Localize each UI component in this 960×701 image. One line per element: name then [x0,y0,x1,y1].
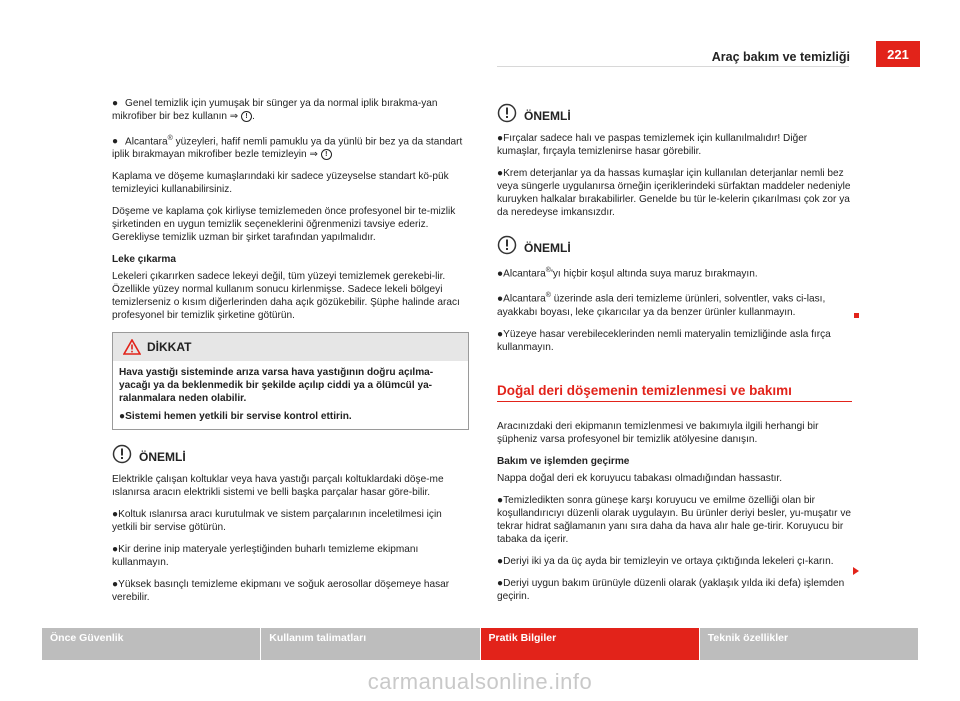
list-item: ●Kir derine inip materyale yerleştiğinden buharlı temizleme ekipmanı kullanmayın. [112,544,419,569]
section-end-marker [854,313,859,318]
exclamation-circle-icon [497,103,517,127]
exclamation-circle-icon [112,444,132,468]
page-number: 221 [876,41,920,67]
notice-title: ÖNEMLİ [139,450,186,465]
list-item: ●Sistemi hemen yetkili bir servise kontrol ettirin. [119,411,352,423]
warning-text: Hava yastığı sisteminde arıza varsa hava yastığının doğru açılma-yacağı ya da beklenmedik bir şekilde açılıp ciddi ya a ölümcül ya-ralanmalara neden olabilir. [119,367,434,405]
paragraph: Kaplama ve döşeme kumaşlarındaki kir sadece yüzeyselse standart kö-pük temizleyici kullanabilirsiniz. [112,171,449,196]
warning-triangle-icon [123,339,141,359]
warning-box [112,332,469,430]
notice-ref-icon: ! [321,149,332,160]
list-item: ●Deriyi uygun bakım ürünüyle düzenli olarak (yaklaşık yılda iki defa) işlemden geçirin. [497,577,845,602]
paragraph: Elektrikle çalışan koltuklar veya hava yastığı parçalı koltuklardaki döşe-me ıslanırsa aracın elektrikli sistemi ve belli başka parçalar hasar göre-bilir. [112,474,444,499]
left-column [112,97,469,613]
notice-title: ÖNEMLİ [524,241,571,255]
continue-arrow-icon [853,567,859,575]
list-item: ●Yüksek basınçlı temizleme ekipmanı ve soğuk aerosollar döşemeye hasar verebilir. [112,579,450,604]
subheading: Bakım ve işlemden geçirme [497,455,630,467]
tab-once-guvenlik[interactable]: Önce Güvenlik [42,628,261,660]
paragraph: Aracınızdaki deri ekipmanın temizlenmesi ve bakımıyla ilgili herhangi bir şüpheniz varsa profesyonel bir temizlik atölyesine danışın. [497,420,819,445]
tab-teknik-ozellikler[interactable]: Teknik özellikler [700,628,918,660]
list-item: ●Krem deterjanlar ya da hassas kumaşlar için kullanılan deterjanlar nemli bez veya süngerle uygulanırsa örneğin içeriklerindeki sürfaktan maddeler nedeniyle kuruyken halkalar bırakabilirler. Genelde bu tür le-kelerin çıkarılması çok zor ya da neredeyse imkansızdır. [497,168,851,218]
section-title: Doğal deri döşemenin temizlenmesi ve bakımı [497,384,852,402]
list-item: ●Yüzeye hasar verebileceklerinden nemli materyalin temizliğinde asla fırça kullanmayın. [497,328,831,353]
notice-title: ÖNEMLİ [524,109,571,123]
notice-header [497,103,852,129]
notice-header [112,444,469,470]
list-item: ●Temizledikten sonra güneşe karşı koruyucu ve emilme özelliği olan bir koşullandırıcıyı düzenli olarak uygulayın. Bu ürünler deriyi besler, yu-muşatır ve tekrar hidrat sağlamanın yanı sıra daha da hava alır hale ge-tirir. Koruyucu bir tabaka da içerir. [497,494,852,545]
footer-nav [42,628,918,660]
header-divider [497,66,849,67]
page-header-title: Araç bakım ve temizliği [711,50,850,64]
warning-header [113,333,468,361]
tab-kullanim-talimatlari[interactable]: Kullanım talimatları [261,628,480,660]
list-item: ●Deriyi iki ya da üç ayda bir temizleyin ve ortaya çıktığında lekeleri çı-karın. [497,555,834,567]
list-item: ● Genel temizlik için yumuşak bir sünger ya da normal iplik bırakma-yan mikrofiber bir bez kullanın ⇒ ! . [112,98,438,122]
right-column [497,103,852,612]
warning-body [113,361,468,429]
list-item: ●Fırçalar sadece halı ve paspas temizlemek için kullanılmalıdır! Diğer kumaşlar, fırçayla temizlenirse hasar görebilir. [497,133,808,157]
list-item: ●Koltuk ıslanırsa aracı kurutulmak ve sistem parçalarının inceletilmesi için yetkili bir servise götürün. [112,509,442,534]
paragraph: Nappa doğal deri ek koruyucu tabakası olmadığından hassastır. [497,472,783,484]
list-item: ●Alcantara® üzerinde asla deri temizleme ürünleri, solventler, vaks ci-lası, ayakkabı boyası, leke çıkarıcılar ya da benzer ürünler kullanmayın. [497,292,826,318]
subheading: Leke çıkarma [112,254,176,266]
notice-header [497,235,852,261]
list-item: ●Alcantara®'yı hiçbir koşul altında suya maruz bırakmayın. [497,267,758,280]
exclamation-circle-icon [497,235,517,259]
warning-title: DİKKAT [147,340,192,355]
list-item: ● Alcantara® yüzeyleri, hafif nemli pamuklu ya da yünlü bir bez ya da standart iplik bırakmayan mikrofiber bezle temizleyin ⇒ ! [112,135,463,161]
watermark: carmanualsonline.info [367,669,593,694]
tab-pratik-bilgiler[interactable]: Pratik Bilgiler [481,628,700,660]
paragraph: Lekeleri çıkarırken sadece lekeyi değil, tüm yüzeyi temizlemek gerekebi-lir. Özellikle yüzey normal kullanım sonucu kirlenmişse. Sadece lekeli bölgeyi temizlerseniz o kısım diğerlerinden daha açık gözükebilir. Şüphe halinde aracı profesyonel bir temizlik şirketine götürün. [112,271,460,322]
notice-ref-icon: ! [241,111,252,122]
paragraph: Döşeme ve kaplama çok kirliyse temizlemeden önce profesyonel bir te-mizlik şirketinden en uygun temizlik seçeneklerini öğrenmenizi tavsiye ederiz. Gerekliyse temizlik uzman bir şirket tarafından yapılmalıdır. [112,206,456,244]
